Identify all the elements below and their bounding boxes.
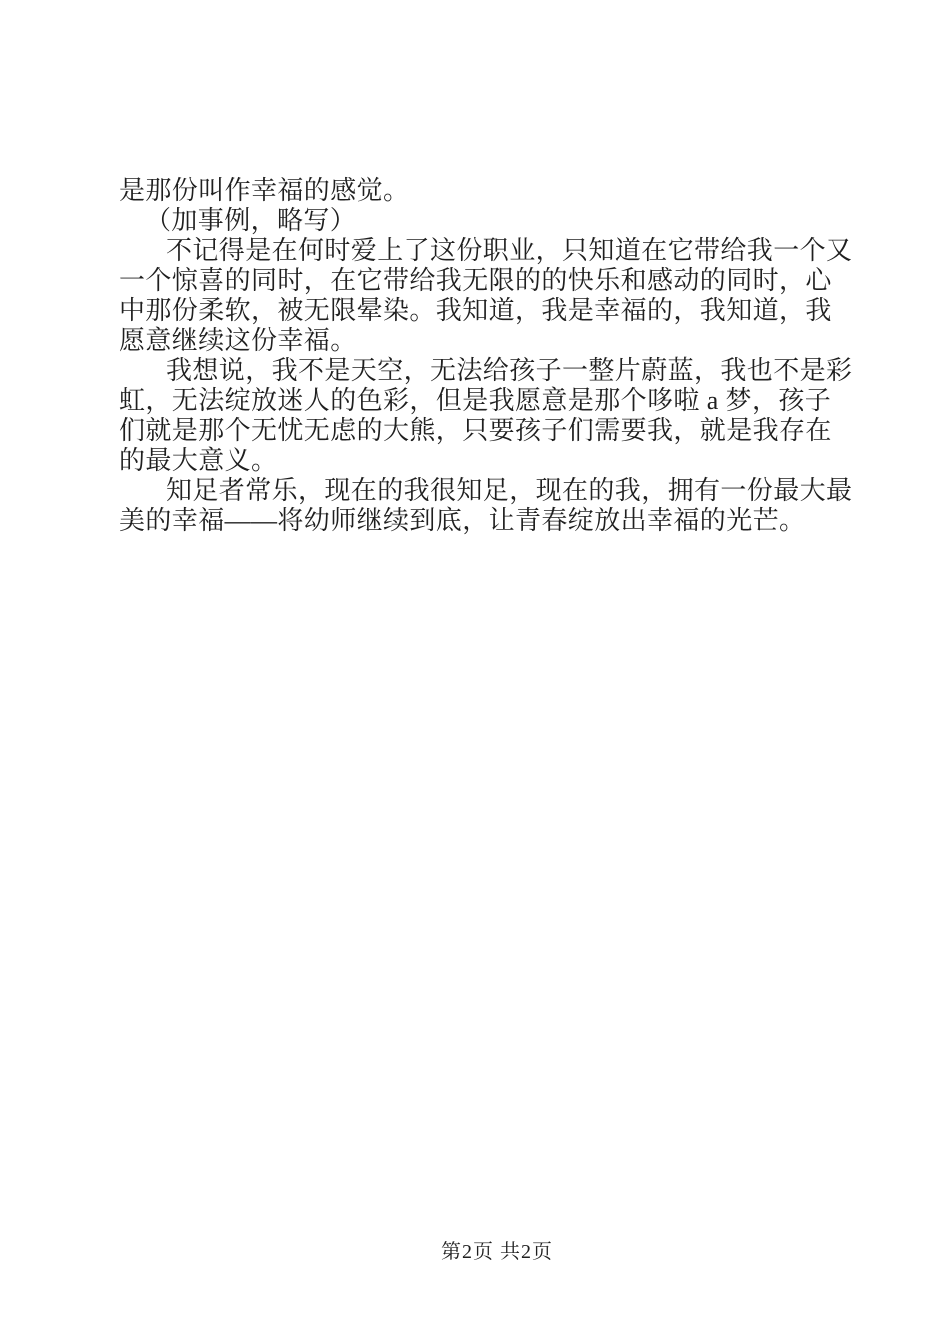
body-line: 的最大意义。 xyxy=(119,446,278,475)
body-line: 们就是那个无忧无虑的大熊，只要孩子们需要我，就是我存在 xyxy=(119,416,832,445)
body-line: 是那份叫作幸福的感觉。 xyxy=(119,176,410,205)
body-line: 中那份柔软，被无限晕染。我知道，我是幸福的，我知道，我 xyxy=(119,296,832,325)
body-line: 我想说，我不是天空，无法给孩子一整片蔚蓝，我也不是彩 xyxy=(166,356,853,385)
body-line: 一个惊喜的同时，在它带给我无限的的快乐和感动的同时，心 xyxy=(119,266,832,295)
body-line: （加事例，略写） xyxy=(145,206,357,235)
body-line: 虹，无法绽放迷人的色彩，但是我愿意是那个哆啦 a 梦，孩子 xyxy=(119,386,832,415)
body-line: 知足者常乐，现在的我很知足，现在的我，拥有一份最大最 xyxy=(166,476,853,505)
body-line: 美的幸福——将幼师继续到底，让青春绽放出幸福的光芒。 xyxy=(119,506,806,535)
body-line: 愿意继续这份幸福。 xyxy=(119,326,357,355)
page-footer xyxy=(0,1240,950,1264)
page-number-label: 第2页 共2页 xyxy=(441,1241,553,1263)
document-body xyxy=(119,176,853,536)
body-line: 不记得是在何时爱上了这份职业，只知道在它带给我一个又 xyxy=(166,236,853,265)
